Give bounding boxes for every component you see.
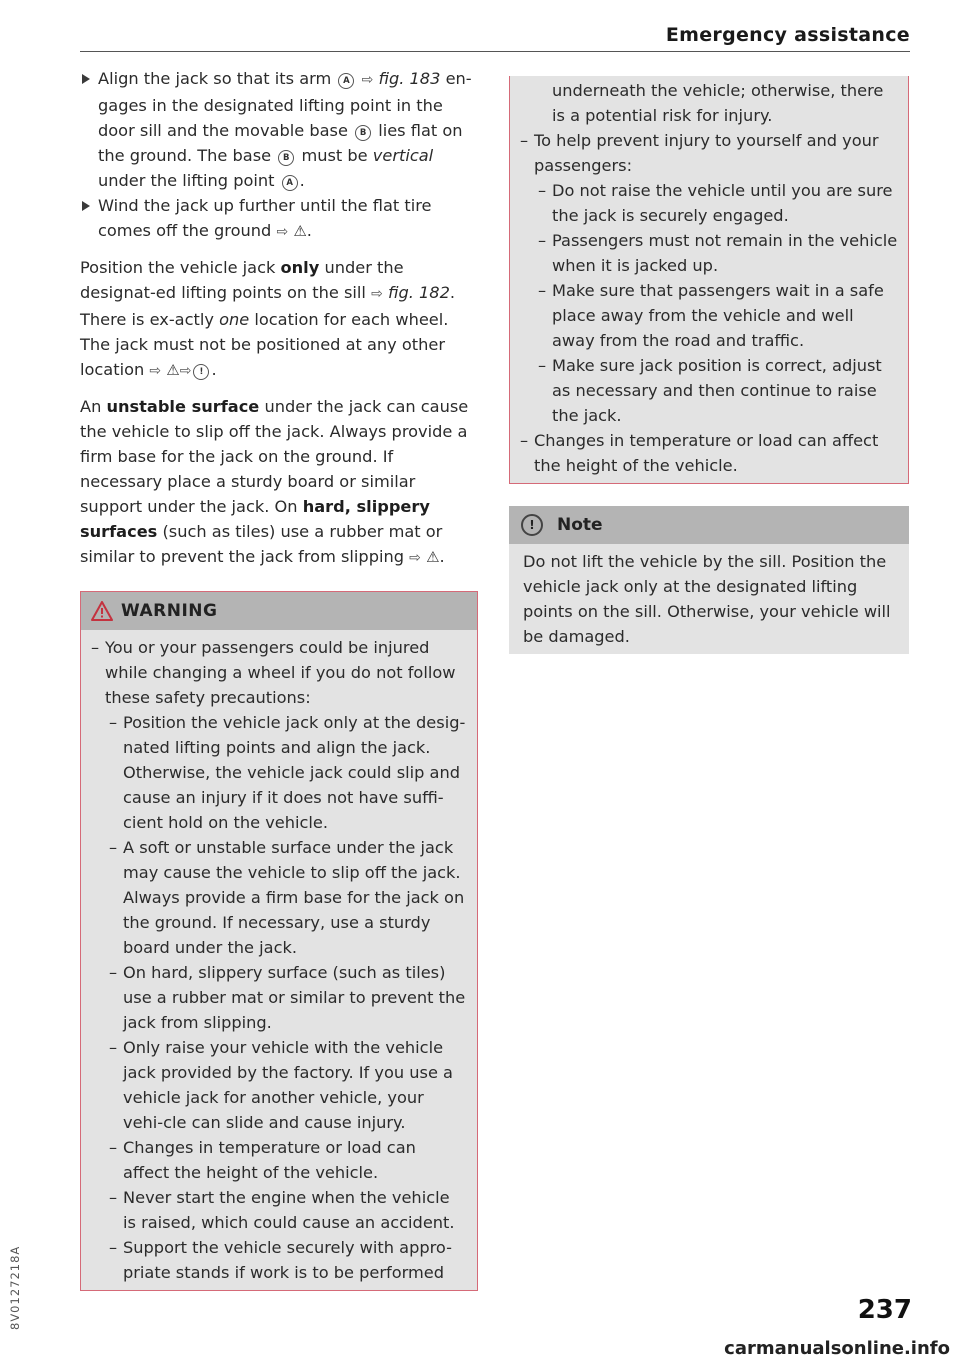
note-reference-icon[interactable]: !	[193, 364, 209, 380]
reference-arrow-icon: ⇨	[276, 224, 289, 240]
warning-list-item: – Never start the engine when the vehicle is raised, which could cause an accident.	[91, 1185, 467, 1235]
warning-body	[81, 630, 477, 1290]
help-intro: – To help prevent injury to yourself and your passengers:	[520, 128, 898, 178]
warning-list-item: – Changes in temperature or load can affect the height of the vehicle.	[520, 428, 898, 478]
instruction-step-1: Align the jack so that its arm A ⇨ fig. 183 en-gages in the designated lifting point in the door sill and the movable base B lies flat on the ground. The base B must be vertical under the lifting point A .	[80, 66, 478, 193]
help-list-item: – Make sure jack position is correct, adjust as necessary and then continue to raise the jack.	[520, 353, 898, 428]
callout-a-icon: A	[282, 175, 298, 191]
warning-reference-icon[interactable]: ⚠	[166, 361, 180, 379]
bullet-triangle-icon	[82, 201, 90, 211]
paragraph-unstable-surface: An unstable surface under the jack can cause the vehicle to slip off the jack. Always provide a firm base for the jack on the ground. If necessary place a sturdy board or similar support under the jack. On hard, slippery surfaces (such as tiles) use a rubber mat or similar to prevent the jack from slipping ⇨ ⚠.	[80, 397, 469, 566]
reference-arrow-icon: ⇨	[149, 363, 162, 379]
warning-reference-icon[interactable]: ⚠	[293, 222, 307, 240]
watermark: carmanualsonline.info	[724, 1338, 950, 1359]
warning-list-item: – Support the vehicle securely with appro-priate stands if work is to be performed	[91, 1235, 467, 1285]
warning-list-item: – Only raise your vehicle with the vehicle jack provided by the factory. If you use a vehicle jack for another vehicle, your vehi-cle can slide and cause injury.	[91, 1035, 467, 1135]
warning-triangle-icon	[91, 601, 113, 621]
note-box	[509, 506, 909, 654]
header-divider	[80, 51, 910, 52]
note-title: Note	[557, 514, 603, 535]
warning-list-item: – Position the vehicle jack only at the desig-nated lifting points and align the jack. Otherwise, the vehicle jack could slip and cause an injury if it does not have suffi-cient hold on the vehicle.	[91, 710, 467, 835]
note-text: Do not lift the vehicle by the sill. Position the vehicle jack only at the designated lifting points on the sill. Otherwise, your vehicle will be damaged.	[523, 552, 891, 646]
document-code: 8V0127218A	[8, 1245, 22, 1330]
warning-header	[81, 592, 477, 630]
warning-continuation-text: underneath the vehicle; otherwise, there is a potential risk for injury.	[552, 81, 884, 125]
reference-arrow-icon: ⇨	[409, 550, 421, 566]
reference-arrow-icon: ⇨	[371, 286, 383, 302]
figure-reference-link[interactable]: fig. 182	[387, 283, 450, 302]
warning-list-item: – A soft or unstable surface under the jack may cause the vehicle to slip off the jack. Always provide a firm base for the jack on the ground. If necessary, use a sturdy board under the jack.	[91, 835, 467, 960]
reference-arrow-icon: ⇨	[361, 72, 374, 88]
note-body	[509, 544, 909, 654]
callout-a-icon: A	[338, 73, 354, 89]
warning-list-item: – On hard, slippery surface (such as tiles) use a rubber mat or similar to prevent the jack from slipping.	[91, 960, 467, 1035]
page-number: 237	[857, 1295, 912, 1325]
warning-intro: – You or your passengers could be injured while changing a wheel if you do not follow these safety precautions:	[91, 635, 467, 710]
warning-box	[80, 591, 478, 1291]
reference-arrow-icon: ⇨	[179, 363, 192, 379]
callout-b-icon: B	[355, 125, 371, 141]
callout-b-icon: B	[278, 150, 294, 166]
section-title: Emergency assistance	[665, 24, 910, 46]
instruction-step-2: Wind the jack up further until the flat tire comes off the ground ⇨ ⚠.	[80, 193, 478, 245]
note-exclamation-icon: !	[521, 514, 543, 536]
warning-continuation-box	[509, 76, 909, 484]
left-column	[80, 66, 478, 1291]
figure-reference-link[interactable]: fig. 183	[378, 69, 441, 88]
warning-title: WARNING	[121, 600, 218, 621]
help-list-item: – Passengers must not remain in the vehicle when it is jacked up.	[520, 228, 898, 278]
help-list-item: – Make sure that passengers wait in a safe place away from the vehicle and well away from the road and traffic.	[520, 278, 898, 353]
note-header	[509, 506, 909, 544]
warning-reference-icon[interactable]: ⚠	[426, 548, 440, 566]
help-list-item: – Do not raise the vehicle until you are sure the jack is securely engaged.	[520, 178, 898, 228]
warning-list-item: – Changes in temperature or load can affect the height of the vehicle.	[91, 1135, 467, 1185]
bullet-triangle-icon	[82, 74, 90, 84]
paragraph-jack-position: Position the vehicle jack only under the designat-ed lifting points on the sill ⇨ fig. 182. There is ex-actly one location for each wheel. The jack must not be positioned at any other location ⇨ ⚠⇨ ! .	[80, 258, 456, 379]
